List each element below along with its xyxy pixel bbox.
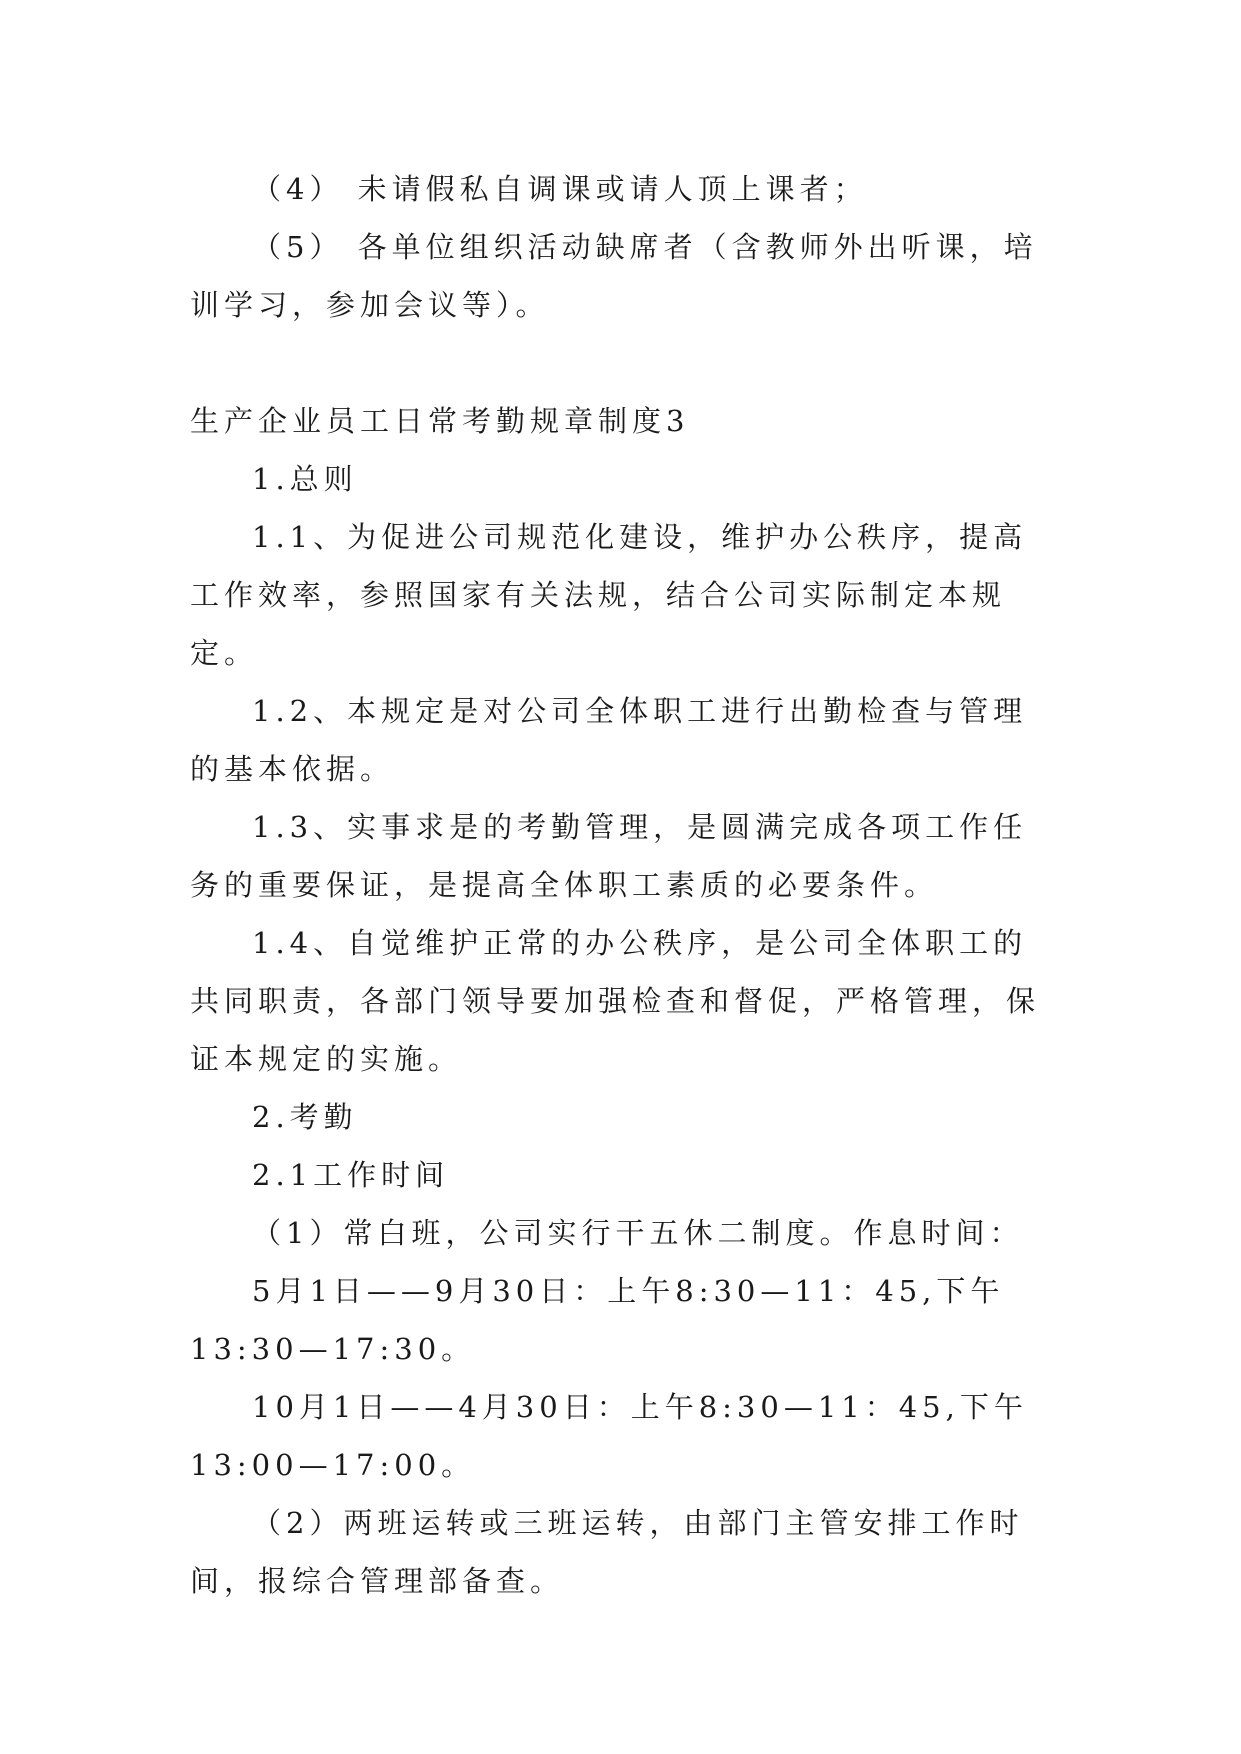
paragraph-item-5: （5） 各单位组织活动缺席者（含教师外出听课，培训学习，参加会议等）。 (190, 230, 1038, 322)
heading-general: 1.总则 (252, 462, 358, 496)
paragraph-1-1: 1.1、为促进公司规范化建设，维护办公秩序，提高工作效率，参照国家有关法规，结合公司实际制定本规定。 (190, 520, 1028, 670)
paragraph-1-2: 1.2、本规定是对公司全体职工进行出勤检查与管理的基本依据。 (190, 694, 1028, 786)
paragraph-shift-rotation: （2）两班运转或三班运转，由部门主管安排工作时间，报综合管理部备查。 (190, 1506, 1024, 1598)
heading-attendance: 2.考勤 (252, 1100, 358, 1134)
paragraph-day-shift: （1）常白班，公司实行干五休二制度。作息时间： (252, 1216, 1024, 1250)
section-title: 生产企业员工日常考勤规章制度3 (190, 404, 690, 438)
paragraph-winter-hours: 10月1日——4月30日：上午8:30—11：45,下午13:00—17:00。 (190, 1390, 1028, 1482)
document-body (190, 160, 1050, 1610)
heading-working-hours: 2.1工作时间 (252, 1158, 450, 1192)
paragraph-1-4: 1.4、自觉维护正常的办公秩序，是公司全体职工的共同职责，各部门领导要加强检查和督促，严格管理，保证本规定的实施。 (190, 926, 1041, 1076)
paragraph-item-4: （4） 未请假私自调课或请人顶上课者； (252, 172, 868, 206)
paragraph-summer-hours: 5月1日——9月30日：上午8:30—11：45,下午13:30—17:30。 (190, 1274, 1005, 1366)
paragraph-1-3: 1.3、实事求是的考勤管理，是圆满完成各项工作任务的重要保证，是提高全体职工素质的必要条件。 (190, 810, 1028, 902)
